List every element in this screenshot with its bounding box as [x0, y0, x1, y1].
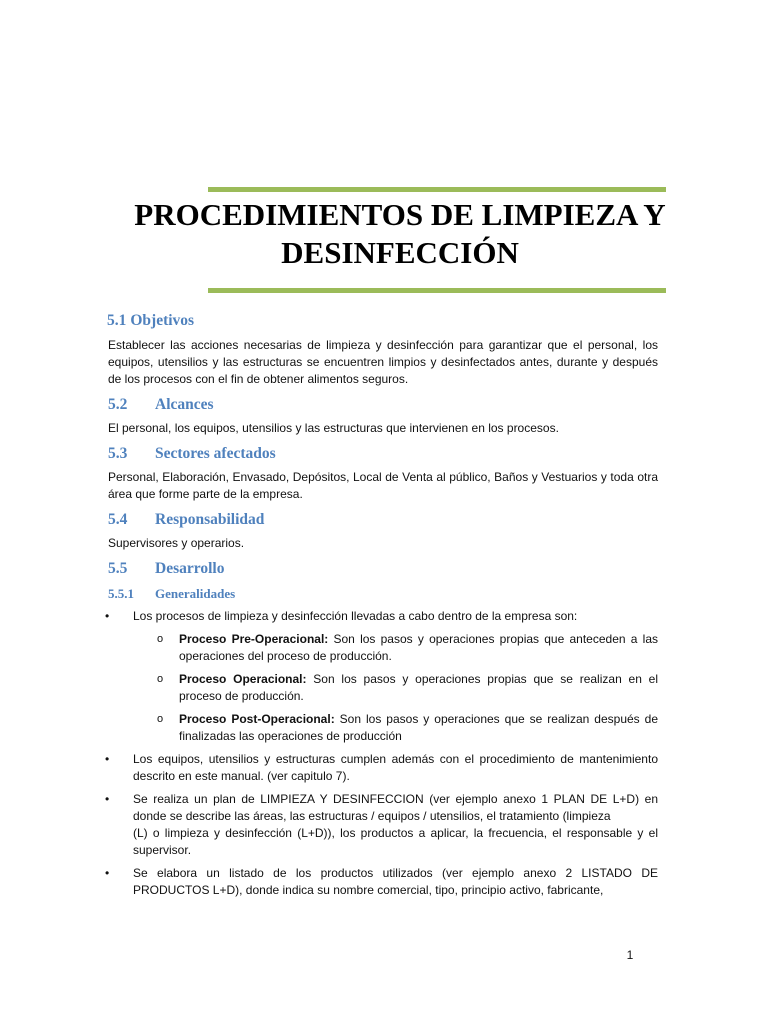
section-number: 5.5: [108, 560, 128, 577]
section-title: Sectores afectados: [155, 445, 276, 462]
section-number: 5.1: [107, 312, 127, 329]
section-title: Alcances: [155, 396, 214, 413]
objetivos-paragraph: Establecer las acciones necesarias de limpieza y desinfección para garantizar que el personal, los equipos, utensilios y las estructuras se encuentren limpios y desinfectados antes, durante y después de los procesos con el fin de obtener alimentos seguros.: [108, 338, 658, 386]
process-description: Son los pasos y operaciones que se realizan después de finalizadas las operaciones de producción: [179, 712, 658, 743]
list-item-text: Los procesos de limpieza y desinfección llevadas a cabo dentro de la empresa son:: [133, 609, 578, 623]
section-number: 5.3: [108, 445, 128, 462]
subsection-number: 5.5.1: [108, 586, 134, 601]
section-heading-desarrollo: [108, 560, 658, 578]
title-bottom-rule: [208, 288, 666, 293]
section-title: Desarrollo: [155, 560, 225, 577]
list-item-text: Los equipos, utensilios y estructuras cumplen además con el procedimiento de mantenimiento descrito en este manual. (ver capitulo 7).: [133, 752, 658, 783]
responsabilidad-paragraph: Supervisores y operarios.: [108, 536, 245, 550]
list-item: [105, 751, 658, 785]
section-heading-alcances: [108, 396, 658, 414]
list-item-text: Se realiza un plan de LIMPIEZA Y DESINFECCION (ver ejemplo anexo 1 PLAN DE L+D) en donde se describe las áreas, las estructuras / equipos / utensilios, el tratamiento (limpieza: [133, 792, 658, 823]
page-number: 1: [626, 948, 634, 962]
section-number: 5.4: [108, 511, 128, 528]
bullet-marker: •: [105, 866, 110, 880]
alcances-paragraph: El personal, los equipos, utensilios y las estructuras que intervienen en los procesos.: [108, 421, 559, 435]
sub-bullet-marker: o: [157, 713, 164, 725]
bullet-marker: •: [105, 792, 110, 806]
section-title: Objetivos: [130, 312, 195, 329]
process-label: Proceso Pre-Operacional:: [179, 632, 329, 646]
process-label: Proceso Operacional:: [179, 672, 307, 686]
list-item: [105, 865, 658, 899]
sub-list-item: [108, 631, 658, 665]
list-item-text: Se elabora un listado de los productos utilizados (ver ejemplo anexo 2 LISTADO DE PRODUCTOS L+D), donde indica su nombre comercial, tipo, principio activo, fabricante,: [133, 866, 658, 897]
list-item-text-continued: (L) o limpieza y desinfección (L+D)), los productos a aplicar, la frecuencia, el responsable y el supervisor.: [133, 826, 658, 857]
process-description: Son los pasos y operaciones propias que se realizan en el proceso de producción.: [179, 672, 658, 703]
title-line-1: PROCEDIMIENTOS DE LIMPIEZA Y: [134, 197, 666, 232]
sub-list-item: [108, 711, 658, 745]
process-label: Proceso Post-Operacional:: [179, 712, 335, 726]
subsection-title: Generalidades: [155, 586, 236, 601]
section-heading-responsabilidad: [108, 511, 658, 529]
document-body: [105, 312, 659, 899]
document-title: [100, 196, 700, 272]
sub-bullet-marker: o: [157, 673, 164, 685]
bullet-marker: •: [105, 609, 110, 623]
title-line-2: DESINFECCIÓN: [281, 235, 519, 270]
subsection-heading-generalidades: [108, 586, 658, 602]
section-number: 5.2: [108, 396, 128, 413]
sub-list-item: [108, 671, 658, 705]
section-title: Responsabilidad: [155, 511, 265, 528]
sub-bullet-marker: o: [157, 633, 164, 645]
sectores-paragraph: Personal, Elaboración, Envasado, Depósitos, Local de Venta al público, Baños y Vestuarios y toda otra área que forme parte de la empresa.: [108, 470, 658, 501]
list-item: [105, 791, 658, 859]
section-heading-objetivos: [107, 312, 658, 330]
list-item: [105, 608, 659, 745]
bullet-marker: •: [105, 752, 110, 766]
generalidades-list: [105, 608, 659, 899]
section-heading-sectores: [108, 445, 658, 463]
process-description: Son los pasos y operaciones propias que anteceden a las operaciones del proceso de producción.: [179, 632, 659, 663]
title-top-rule: [208, 187, 666, 192]
process-types-list: [133, 631, 658, 745]
